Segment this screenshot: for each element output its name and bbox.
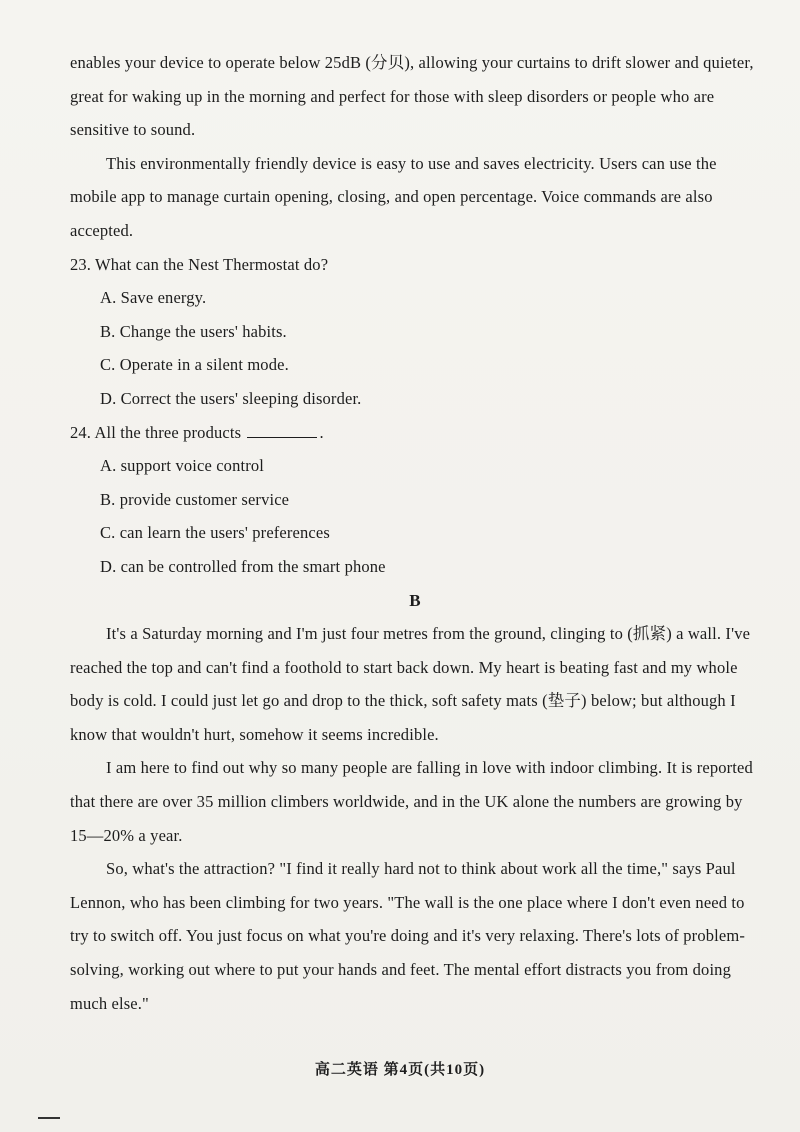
question-24-option-c: C. can learn the users' preferences [100,523,330,543]
section-b-title: B [409,590,421,610]
question-24-option-b: B. provide customer service [100,489,290,509]
question-24-stem-end: . [319,422,324,442]
question-24-stem-text: 24. All the three products [70,422,242,442]
page-content [70,46,760,1020]
section-b-paragraph-2: I am here to find out why so many people are falling in love with indoor climbing. It is reported that there are over 35 million climbers worldwide, and in the UK alone the numbers are growing by 15—20% a year. [70,758,753,845]
question-24-option-d: D. can be controlled from the smart phone [100,556,386,576]
question-23-option-a: A. Save energy. [100,288,207,308]
page-footer: 高二英语 第4页(共10页) [314,1062,486,1078]
question-23-option-d: D. Correct the users' sleeping disorder. [100,388,362,408]
section-b-paragraph-1: It's a Saturday morning and I'm just four metres from the ground, clinging to (抓紧) a wall. I've reached the top and can't find a foothold to start back down. My heart is beating fast and my whole body is cold. I could just let go and drop to the thick, soft safety mats (垫子) below; but although I know that wouldn't hurt, somehow it seems incredible. [70,624,751,744]
question-23-option-b: B. Change the users' habits. [100,321,287,341]
passage-a-paragraph-1: enables your device to operate below 25dB (分贝), allowing your curtains to drift slower and quieter, great for waking up in the morning and perfect for those with sleep disorders or people who are sensitive to sound. [70,53,754,140]
margin-mark [38,1117,60,1119]
question-24-option-a: A. support voice control [100,456,264,476]
answer-blank [247,419,317,438]
passage-a-paragraph-2: This environmentally friendly device is easy to use and saves electricity. Users can use the mobile app to manage curtain opening, closing, and open percentage. Voice commands are also accepted. [70,153,717,240]
question-23-stem: 23. What can the Nest Thermostat do? [70,254,329,274]
section-b-paragraph-3: So, what's the attraction? "I find it really hard not to think about work all the time," says Paul Lennon, who has been climbing for two years. "The wall is the one place where I don't even need to try to switch off. You just focus on what you're doing and it's very relaxing. There's lots of problem-solving, working out where to put your hands and feet. The mental effort distracts you from doing much else." [70,859,745,1013]
question-23-option-c: C. Operate in a silent mode. [100,355,289,375]
question-24-stem [70,416,760,450]
